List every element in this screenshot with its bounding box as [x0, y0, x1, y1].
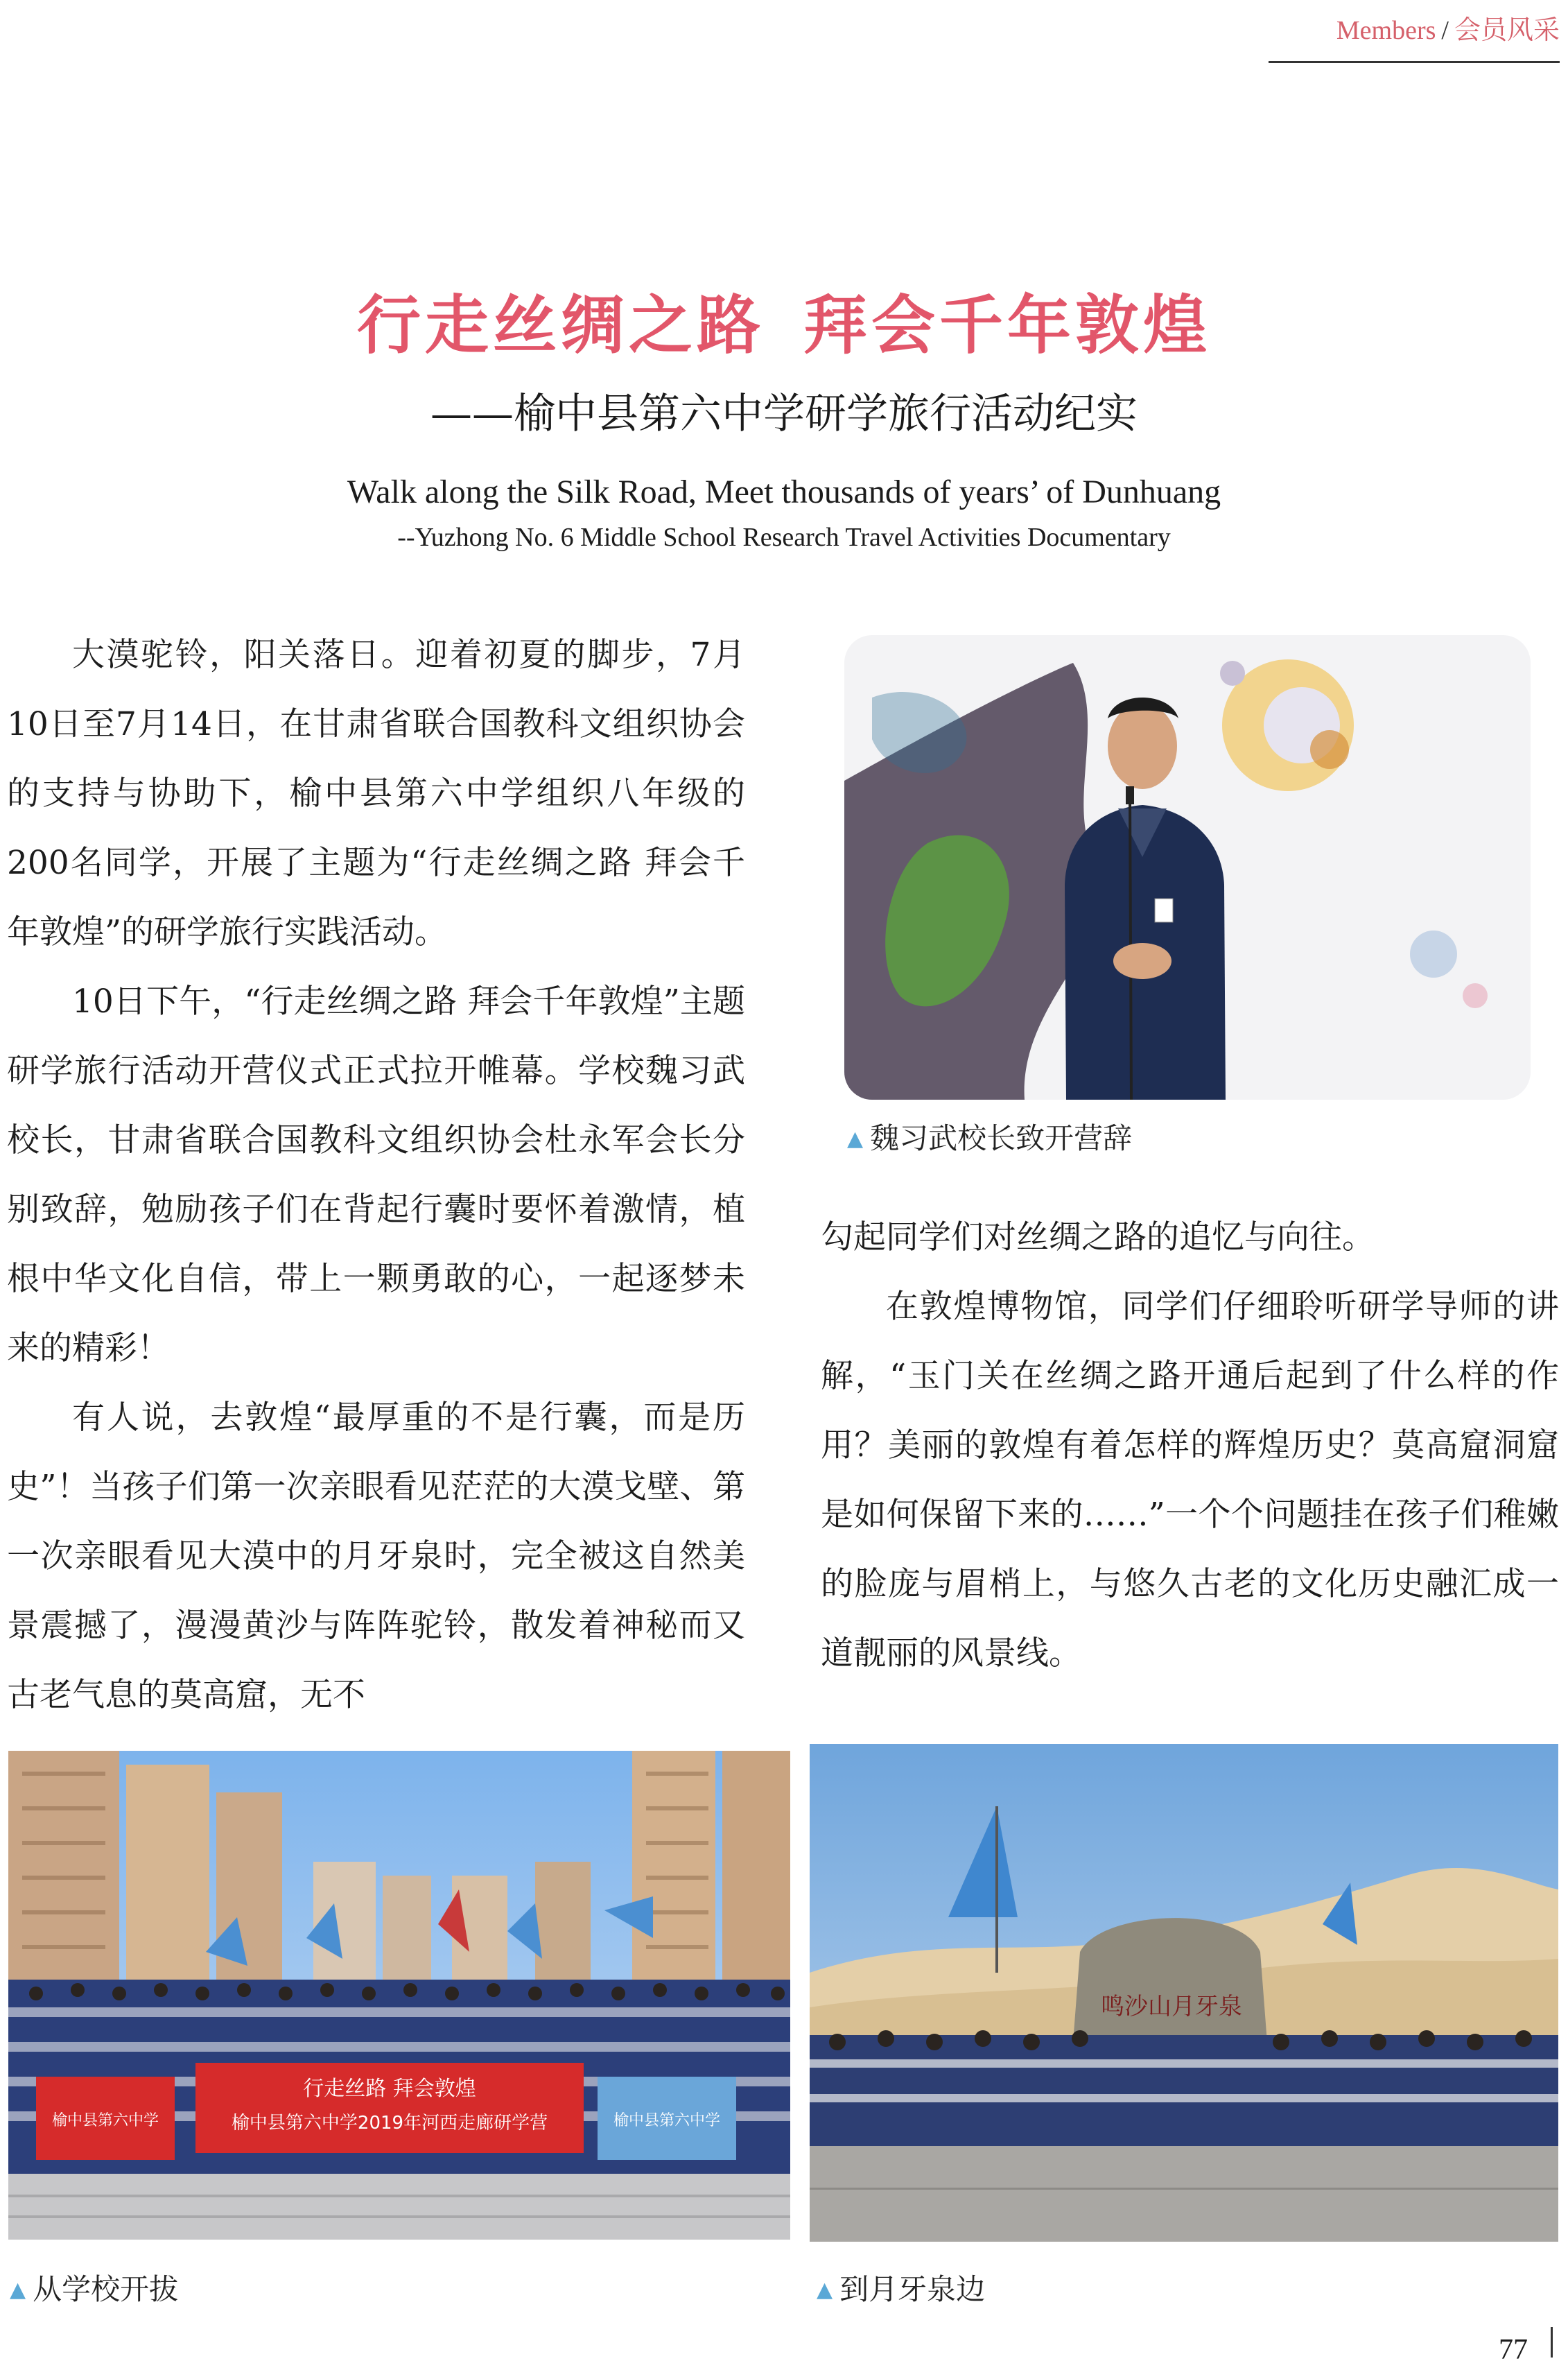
section-header	[1269, 10, 1560, 63]
caption-text: 从学校开拔	[33, 2272, 179, 2306]
article-subtitle: ——榆中县第六中学研学旅行活动纪实	[430, 390, 1138, 438]
banner-left-text: 榆中县第六中学	[51, 2112, 159, 2129]
principal-speech-photo	[844, 635, 1531, 1100]
stone-inscription: 鸣沙山月牙泉	[1101, 1993, 1242, 2021]
caption-text: 到月牙泉边	[839, 2272, 986, 2306]
banner-main-line-2: 榆中县第六中学2019年河西走廊研学营	[231, 2113, 548, 2134]
title-part-2: 拜会千年敦煌	[803, 288, 1212, 363]
banner-right-text: 榆中县第六中学	[613, 2112, 721, 2129]
body-right-column	[821, 1203, 1559, 1688]
triangle-marker-icon: ▲	[847, 1127, 864, 1151]
paragraph: 有人说，去敦煌“最厚重的不是行囊，而是历史”！当孩子们第一次亲眼看见茫茫的大漠戈壁、第一次亲眼看见大漠中的月牙泉时，完全被这自然美景震撼了，漫漫黄沙与阵阵驼铃，散发着神秘而又古老气息的莫高窟，无不	[7, 1399, 745, 1714]
page-number-divider	[1551, 2327, 1553, 2358]
photo-caption	[817, 2269, 985, 2311]
triangle-marker-icon: ▲	[10, 2278, 26, 2302]
paragraph: 10日下午，“行走丝绸之路 拜会千年敦煌”主题研学旅行活动开营仪式正式拉开帷幕。学校魏习武校长，甘肃省联合国教科文组织协会杜永军会长分别致辞，勉励孩子们在背起行囊时要怀着激情，植根中华文化自信，带上一颗勇敢的心，一起逐梦未来的精彩！	[7, 983, 745, 1367]
section-separator: /	[1441, 16, 1449, 45]
paragraph: 在敦煌博物馆，同学们仔细聆听研学导师的讲解，“玉门关在丝绸之路开通后起到了什么样的作用？美丽的敦煌有着怎样的辉煌历史？莫高窟洞窟是如何保留下来的……”一个个问题挂在孩子们稚嫩的脸庞与眉梢上，与悠久古老的文化历史融汇成一道靓丽的风景线。	[821, 1288, 1559, 1672]
section-label-en: Members	[1336, 16, 1436, 45]
english-subtitle: --Yuzhong No. 6 Middle School Research Travel Activities Documentary	[397, 523, 1171, 552]
paragraph: 大漠驼铃，阳关落日。迎着初夏的脚步，7月10日至7月14日，在甘肃省联合国教科文组织协会的支持与协助下，榆中县第六中学组织八年级的200名同学，开展了主题为“行走丝绸之路 拜会千年敦煌”的研学旅行实践活动。	[7, 636, 745, 951]
section-label-cn: 会员风采	[1454, 16, 1560, 45]
title-part-1: 行走丝绸之路	[356, 288, 765, 363]
english-title: Walk along the Silk Road, Meet thousands of years’ of Dunhuang	[347, 474, 1221, 510]
triangle-marker-icon: ▲	[817, 2278, 833, 2302]
banner-main-line-1: 行走丝路 拜会敦煌	[303, 2077, 476, 2101]
school-departure-photo	[8, 1751, 790, 2240]
photo-caption	[847, 1118, 1132, 1160]
photo-caption	[10, 2269, 178, 2311]
article-title	[0, 281, 1568, 371]
crescent-spring-photo	[810, 1744, 1558, 2242]
body-left-column	[7, 621, 745, 1730]
caption-text: 魏习武校长致开营辞	[870, 1121, 1133, 1155]
paragraph: 勾起同学们对丝绸之路的追忆与向往。	[821, 1218, 1375, 1256]
page-number: 77	[1499, 2334, 1528, 2366]
